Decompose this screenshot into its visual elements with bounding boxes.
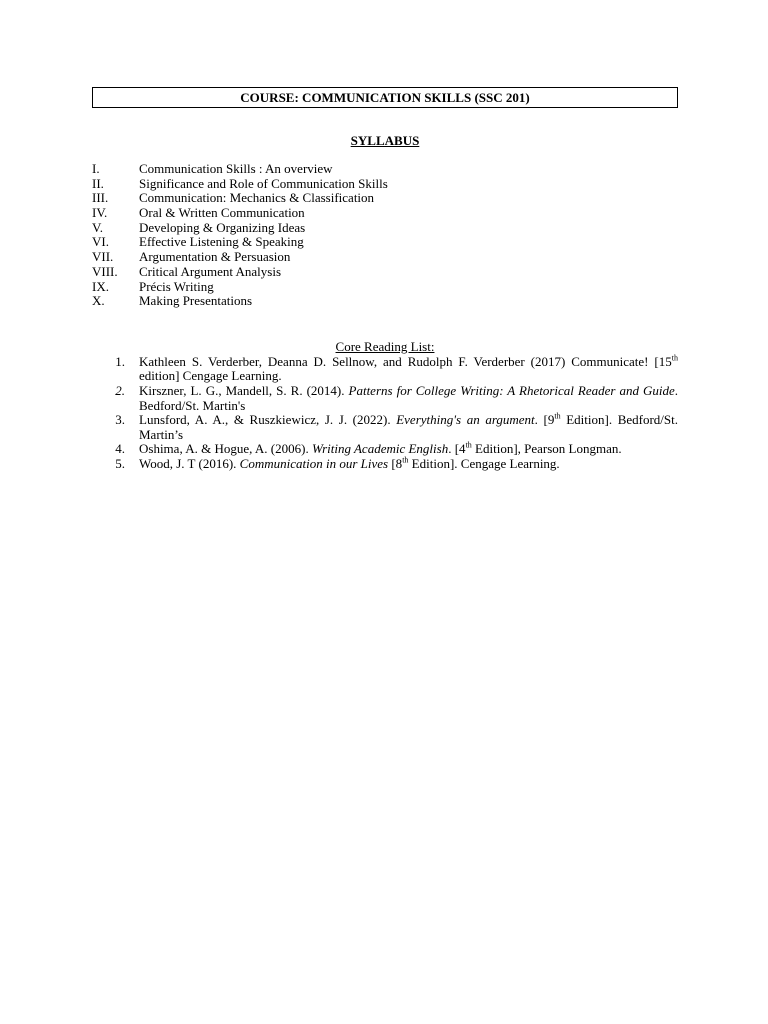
reading-title: Patterns for College Writing: A Rhetorical Reader and Guide xyxy=(348,383,675,399)
reading-text-part: [8 xyxy=(388,456,403,472)
reading-item xyxy=(92,384,678,413)
reading-item-number: 3. xyxy=(115,412,125,428)
reading-title: Everything's an argument xyxy=(396,412,535,428)
reading-text-part: . [9 xyxy=(534,412,555,428)
syllabus-item xyxy=(92,250,678,265)
document-page xyxy=(92,87,678,472)
syllabus-item xyxy=(92,221,678,236)
reading-list xyxy=(92,355,678,472)
syllabus-item-text: Critical Argument Analysis xyxy=(139,263,282,279)
reading-title: Writing Academic English xyxy=(311,441,449,457)
syllabus-item xyxy=(92,206,678,221)
syllabus-item-text: Significance and Role of Communication Skills xyxy=(139,175,388,191)
reading-text-part: Lunsford, A. A., & Ruszkiewicz, J. J. (2022). xyxy=(139,412,397,428)
syllabus-item-text: Making Presentations xyxy=(139,293,253,309)
syllabus-item-number: VII. xyxy=(92,249,114,265)
reading-item-text xyxy=(139,384,678,413)
reading-list-heading: Core Reading List: xyxy=(335,338,435,354)
syllabus-item-number: X. xyxy=(92,293,105,309)
reading-text-part: Oshima, A. & Hogue, A. (2006). xyxy=(139,441,312,457)
syllabus-item-text: Précis Writing xyxy=(139,278,214,294)
reading-item-text xyxy=(139,413,678,442)
syllabus-item-text: Developing & Organizing Ideas xyxy=(139,219,306,235)
reading-item xyxy=(92,355,678,384)
reading-superscript: th xyxy=(402,455,409,465)
syllabus-item-number: II. xyxy=(92,175,104,191)
course-title: COURSE: COMMUNICATION SKILLS (SSC 201) xyxy=(92,87,678,108)
reading-item-number: 2. xyxy=(115,383,125,399)
syllabus-item-text: Communication: Mechanics & Classification xyxy=(139,190,375,206)
syllabus-item-text: Oral & Written Communication xyxy=(139,205,305,221)
syllabus-item xyxy=(92,191,678,206)
syllabus-item-number: VIII. xyxy=(92,263,118,279)
syllabus-item xyxy=(92,177,678,192)
syllabus-item-text: Argumentation & Persuasion xyxy=(139,249,291,265)
reading-text-part: . Bedford/St. Martin's xyxy=(139,383,678,413)
reading-text-part: Edition], Pearson Longman. xyxy=(471,441,622,457)
syllabus-item-text: Communication Skills : An overview xyxy=(139,161,333,176)
reading-item-number: 1. xyxy=(115,353,125,369)
reading-superscript: th xyxy=(465,441,472,451)
reading-text-part: . [4 xyxy=(448,441,466,457)
reading-text-part: Kirszner, L. G., Mandell, S. R. (2014). xyxy=(139,383,349,399)
reading-text-part: Edition]. Cengage Learning. xyxy=(408,456,560,472)
reading-item-text xyxy=(139,442,678,457)
reading-text-part: Edition]. Bedford/St. Martin’s xyxy=(139,412,678,442)
reading-text-part: Wood, J. T (2016). xyxy=(139,456,240,472)
syllabus-heading: SYLLABUS xyxy=(350,133,420,148)
reading-superscript: th xyxy=(671,353,678,363)
reading-item-text xyxy=(139,457,678,472)
syllabus-item-number: III. xyxy=(92,190,109,206)
reading-text-part: edition] Cengage Learning. xyxy=(139,368,282,384)
syllabus-list xyxy=(92,162,678,309)
syllabus-item xyxy=(92,294,678,309)
syllabus-item xyxy=(92,162,678,177)
syllabus-item-number: IX. xyxy=(92,278,109,294)
syllabus-item-number: VI. xyxy=(92,234,109,250)
syllabus-item-number: V. xyxy=(92,219,103,235)
syllabus-item-text: Effective Listening & Speaking xyxy=(139,234,304,250)
reading-item xyxy=(92,413,678,442)
reading-item-number: 4. xyxy=(115,441,125,457)
reading-item-number: 5. xyxy=(115,456,125,472)
syllabus-item xyxy=(92,265,678,280)
syllabus-item-number: I. xyxy=(92,161,100,176)
reading-item xyxy=(92,442,678,457)
syllabus-item xyxy=(92,280,678,295)
reading-item xyxy=(92,457,678,472)
reading-item-text xyxy=(139,355,678,384)
reading-text-part: Kathleen S. Verderber, Deanna D. Sellnow, and Rudolph F. Verderber (2017) Communicate! [15 xyxy=(139,353,672,369)
syllabus-item xyxy=(92,235,678,250)
reading-title: Communication in our Lives xyxy=(239,456,389,472)
syllabus-item-number: IV. xyxy=(92,205,108,221)
reading-superscript: th xyxy=(554,411,561,421)
